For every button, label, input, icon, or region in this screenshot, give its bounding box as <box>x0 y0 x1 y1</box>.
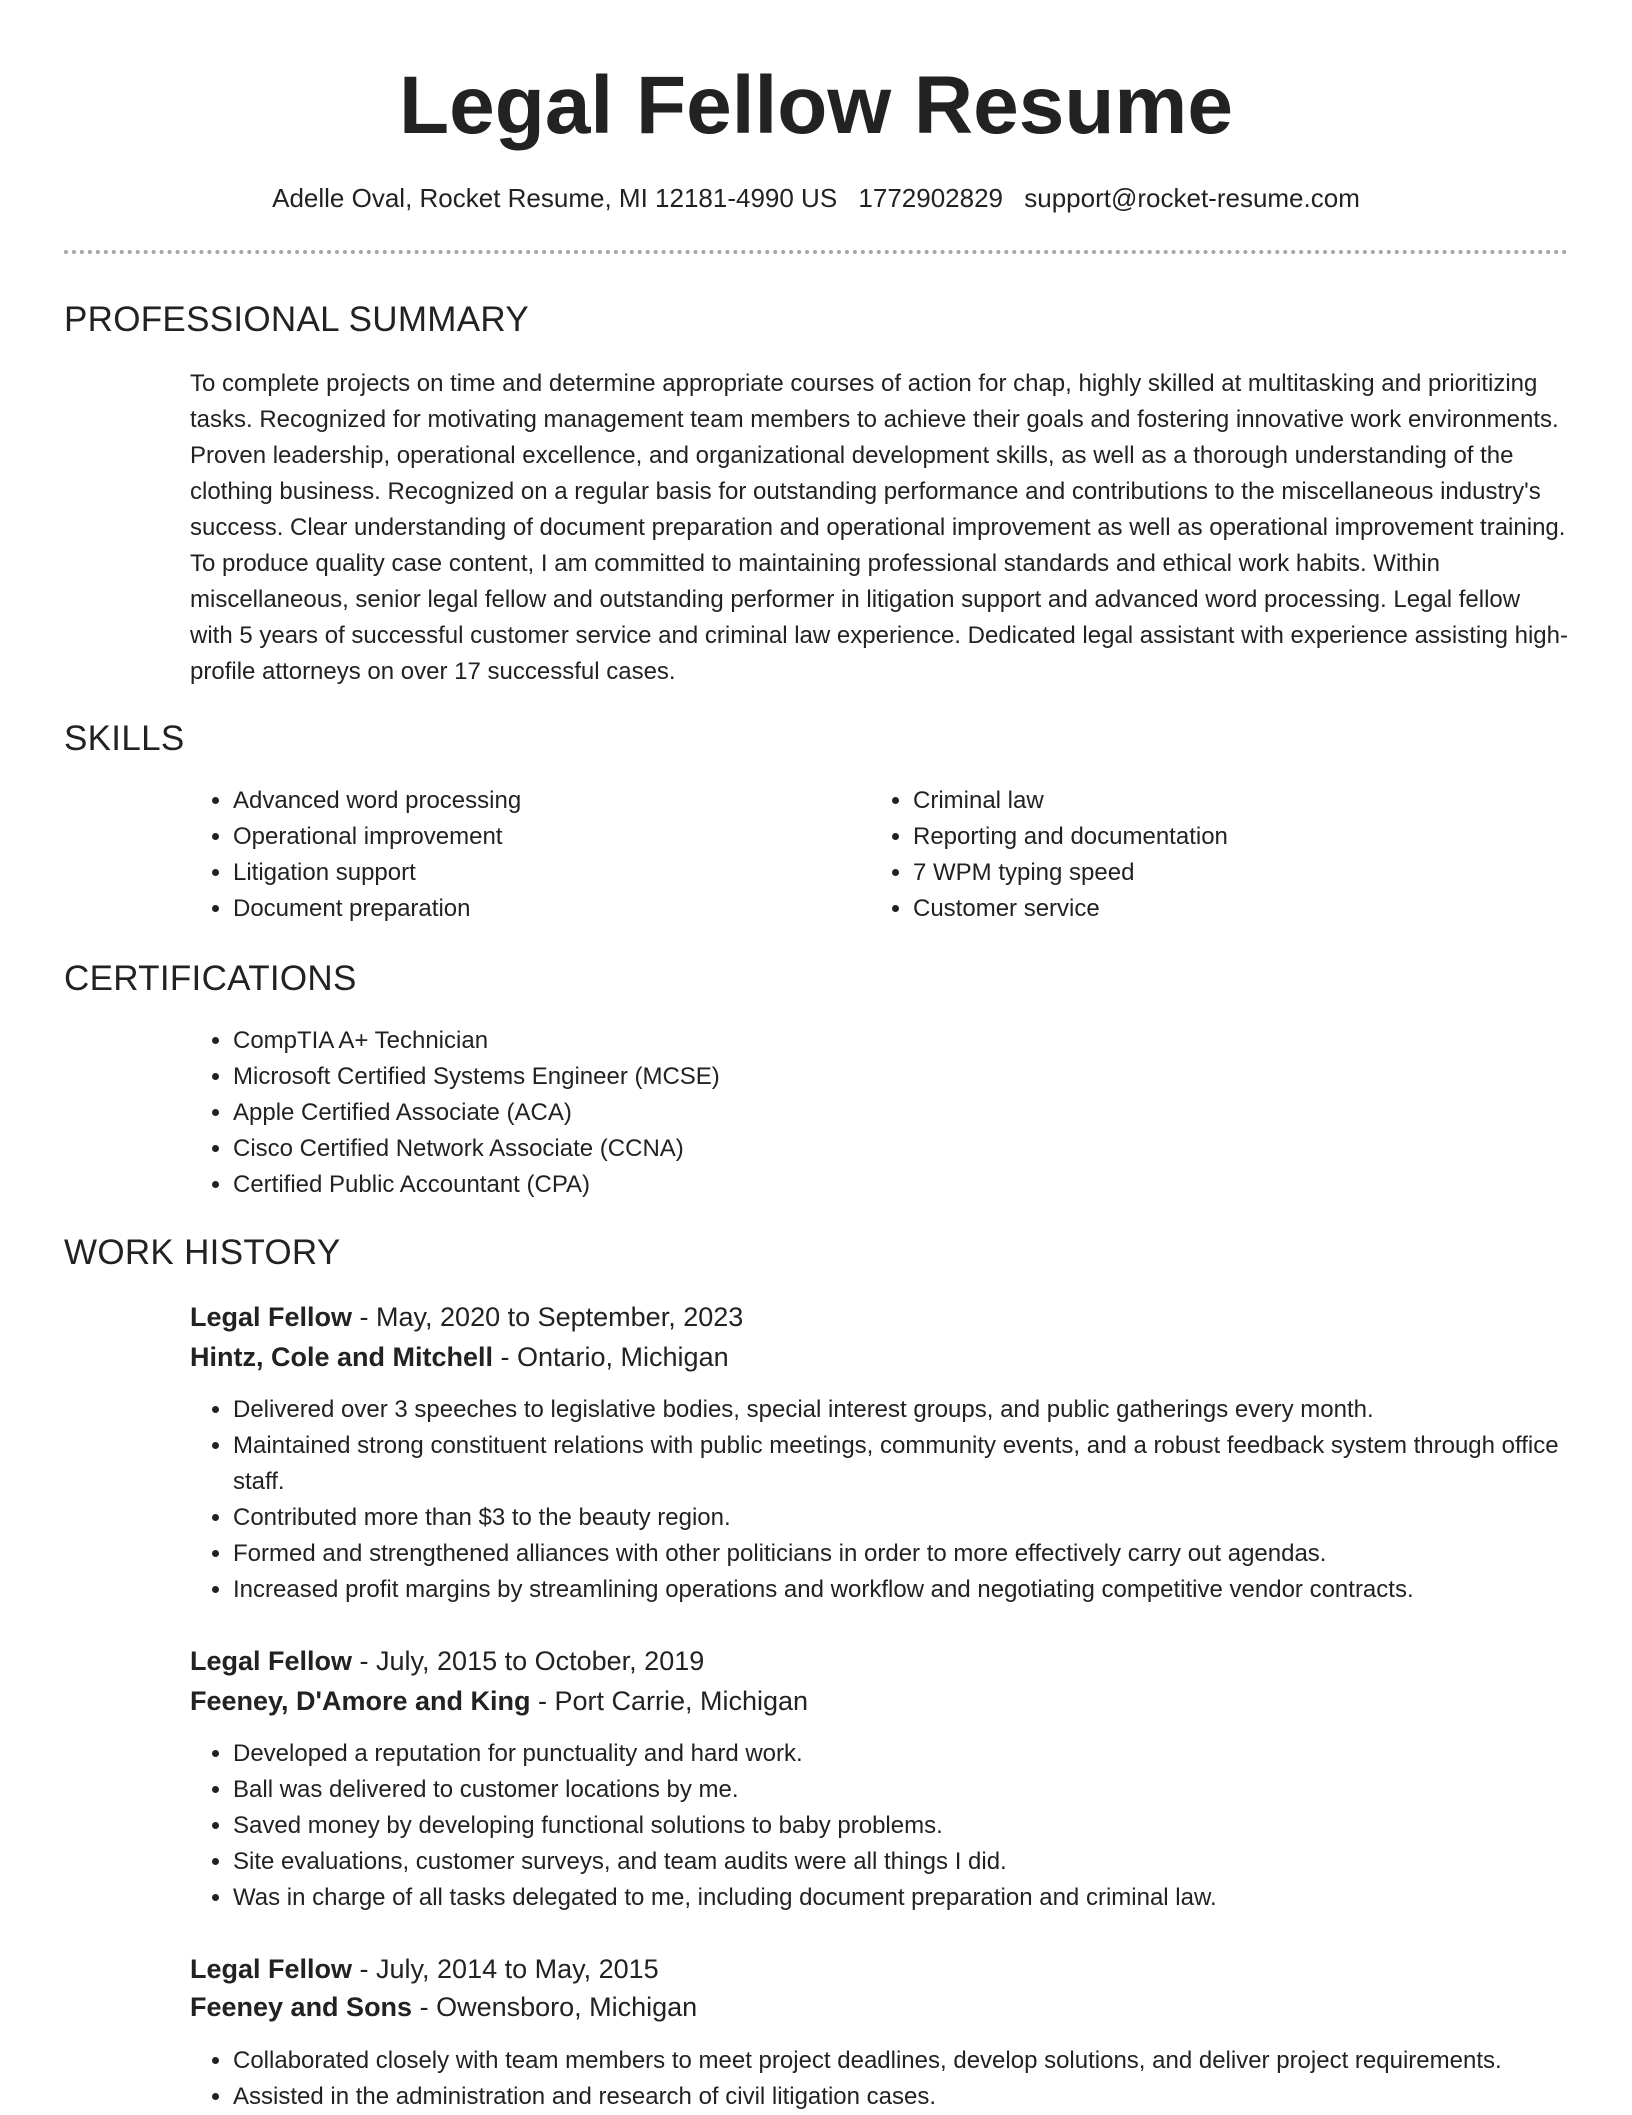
skills-list-right <box>870 783 1513 927</box>
job-bullet: • Increased profit margins by streamlining operations and workflow and negotiating competitive vendor contracts. <box>233 1572 1611 1608</box>
job-bullet: • Was in charge of all tasks delegated to me, including document preparation and criminal law. <box>233 1880 1611 1916</box>
job-location: - Owensboro, Michigan <box>412 1992 698 2022</box>
skill-item: • 7 WPM typing speed <box>913 855 1513 891</box>
certifications-heading: CERTIFICATIONS <box>64 959 357 998</box>
skill-item: • Criminal law <box>913 783 1513 819</box>
skill-item: • Customer service <box>913 891 1513 927</box>
job-company: Feeney and Sons <box>190 1992 413 2022</box>
job-bullet: • Saved money by developing functional solutions to baby problems. <box>233 1808 1611 1844</box>
job-bullet: • Delivered over 3 speeches to legislative bodies, special interest groups, and public gatherings every month. <box>233 1392 1611 1428</box>
certification-item: • CompTIA A+ Technician <box>233 1023 1533 1059</box>
job-bullet: • Maintained strong constituent relations with public meetings, community events, and a robust feedback system through office staff. <box>233 1428 1611 1500</box>
job-dates: - July, 2015 to October, 2019 <box>352 1646 705 1676</box>
job-dates: - May, 2020 to September, 2023 <box>352 1302 744 1332</box>
contact-email: support@rocket-resume.com <box>1024 183 1360 213</box>
job-bullets <box>190 1392 1611 1608</box>
skill-item: • Document preparation <box>233 891 833 927</box>
summary-heading: PROFESSIONAL SUMMARY <box>64 300 529 339</box>
certifications-list <box>190 1023 1533 1203</box>
job-company: Feeney, D'Amore and King <box>190 1686 531 1716</box>
certification-item: • Apple Certified Associate (ACA) <box>233 1095 1533 1131</box>
resume-title: Legal Fellow Resume <box>399 60 1233 151</box>
job-bullet: • Assisted in the administration and research of civil litigation cases. <box>233 2079 1611 2115</box>
job-bullet: • Site evaluations, customer surveys, and team audits were all things I did. <box>233 1844 1611 1880</box>
summary-text: To complete projects on time and determine appropriate courses of action for chap, highly skilled at multitasking and prioritizing tasks. Recognized for motivating management team members to achieve their goals and fostering innovative work environments. Proven leadership, operational excellence, and organizational development skills, as well as a thorough understanding of the clothing business. Recognized on a regular basis for outstanding performance and contributions to the miscellaneous industry's success. Clear understanding of document preparation and operational improvement as well as operational improvement training. To produce quality case content, I am committed to maintaining professional standards and ethical work habits. Within miscellaneous, senior legal fellow and outstanding performer in litigation support and advanced word processing. Legal fellow with 5 years of successful customer service and criminal law experience. Dedicated legal assistant with experience assisting high-profile attorneys on over 17 successful cases. <box>190 370 1568 685</box>
job-bullet: • Contributed more than $3 to the beauty region. <box>233 1500 1611 1536</box>
skill-item: • Reporting and documentation <box>913 819 1513 855</box>
job-bullet: • Developed a reputation for punctuality and hard work. <box>233 1736 1611 1772</box>
job-title: Legal Fellow <box>190 1646 353 1676</box>
job-title-line <box>190 1300 743 1334</box>
skills-list-left <box>190 783 833 927</box>
job-company-line <box>190 1684 808 1718</box>
job-title-line <box>190 1952 659 1986</box>
job-bullets <box>190 2043 1611 2115</box>
job-bullet: • Ball was delivered to customer locations by me. <box>233 1772 1611 1808</box>
work-history-heading: WORK HISTORY <box>64 1233 341 1272</box>
job-title-line <box>190 1644 704 1678</box>
job-location: - Port Carrie, Michigan <box>530 1686 809 1716</box>
job-title: Legal Fellow <box>190 1954 353 1984</box>
contact-line <box>0 182 1632 214</box>
certification-item: • Microsoft Certified Systems Engineer (MCSE) <box>233 1059 1533 1095</box>
job-title: Legal Fellow <box>190 1302 353 1332</box>
job-dates: - July, 2014 to May, 2015 <box>352 1954 659 1984</box>
job-bullet: • Formed and strengthened alliances with other politicians in order to more effectively carry out agendas. <box>233 1536 1611 1572</box>
skill-item: • Litigation support <box>233 855 833 891</box>
skills-heading: SKILLS <box>64 719 185 758</box>
skill-item: • Advanced word processing <box>233 783 833 819</box>
job-company-line <box>190 1340 729 1374</box>
skill-item: • Operational improvement <box>233 819 833 855</box>
job-location: - Ontario, Michigan <box>493 1342 729 1372</box>
certification-item: • Cisco Certified Network Associate (CCNA) <box>233 1131 1533 1167</box>
contact-address: Adelle Oval, Rocket Resume, MI 12181-4990 US <box>272 183 838 213</box>
contact-phone: 1772902829 <box>858 183 1004 213</box>
certification-item: • Certified Public Accountant (CPA) <box>233 1167 1533 1203</box>
job-bullets <box>190 1736 1611 1916</box>
job-company-line <box>190 1990 697 2024</box>
header-divider <box>64 250 1568 254</box>
job-bullet: • Collaborated closely with team members to meet project deadlines, develop solutions, and deliver project requirements. <box>233 2043 1611 2079</box>
job-company: Hintz, Cole and Mitchell <box>190 1342 494 1372</box>
